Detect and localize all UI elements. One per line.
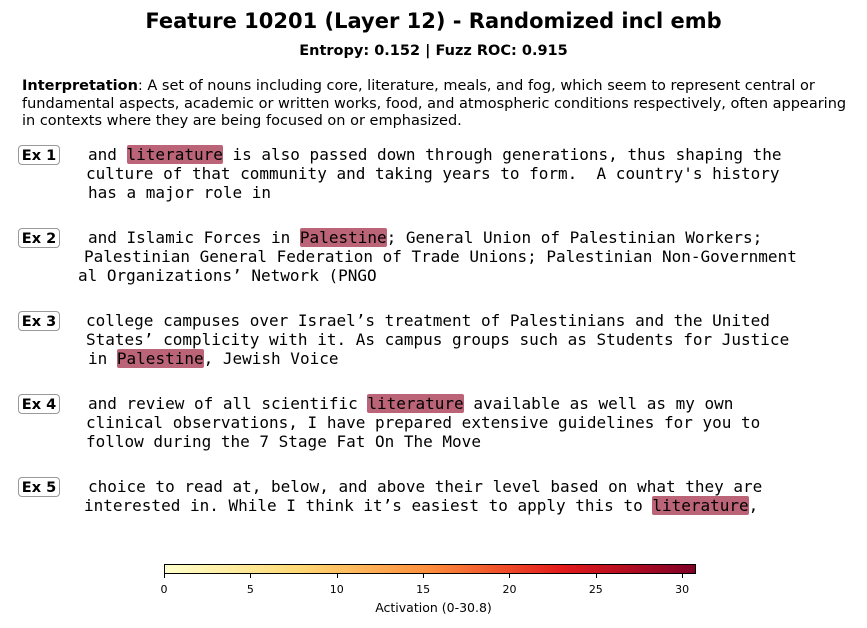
text-segment: Palestinian General Federation of Trade Unions; Palestinian Non-Government bbox=[84, 247, 797, 266]
colorbar-tick bbox=[596, 574, 597, 578]
interpretation-label: Interpretation bbox=[22, 78, 138, 94]
example-text-line bbox=[88, 394, 733, 413]
interpretation-text: : A set of nouns including core, literature, meals, and fog, which seem to represent central or fundamental aspects, academic or written works, food, and atmospheric conditions respectively, often appearing in contexts where they are being focused on or emphasized. bbox=[22, 78, 847, 129]
text-segment: follow during the 7 Stage Fat On The Move bbox=[86, 432, 481, 451]
text-segment: interested in. While I think it’s easiest to apply this to bbox=[84, 496, 653, 515]
highlighted-token: Palestine bbox=[116, 349, 204, 368]
text-segment: is also passed down through generations, thus shaping the bbox=[222, 145, 782, 164]
text-segment: and bbox=[88, 145, 127, 164]
colorbar-tick bbox=[250, 574, 251, 578]
example-text-line bbox=[78, 266, 377, 285]
colorbar-tick bbox=[337, 574, 338, 578]
text-segment: States’ complicity with it. As campus groups such as Students for Justice bbox=[86, 330, 790, 349]
colorbar-tick-label: 20 bbox=[502, 583, 517, 596]
colorbar-tick-label: 10 bbox=[329, 583, 344, 596]
colorbar-label: Activation (0-30.8) bbox=[375, 600, 492, 615]
page-title: Feature 10201 (Layer 12) - Randomized incl emb bbox=[145, 9, 722, 33]
text-segment: college campuses over Israel’s treatment of Palestinians and the United bbox=[86, 311, 770, 330]
example-text-line bbox=[86, 432, 481, 451]
highlighted-token: literature bbox=[367, 394, 464, 413]
text-segment: ; General Union of Palestinian Workers; bbox=[386, 228, 763, 247]
example-label: Ex 4 bbox=[18, 394, 60, 414]
colorbar-tick-label: 5 bbox=[246, 583, 254, 596]
colorbar-tick-label: 30 bbox=[675, 583, 690, 596]
text-segment: clinical observations, I have prepared extensive guidelines for you to bbox=[86, 413, 761, 432]
example-text-line bbox=[88, 183, 271, 202]
interpretation bbox=[22, 78, 862, 131]
text-segment: , Jewish Voice bbox=[203, 349, 339, 368]
example-label: Ex 5 bbox=[18, 477, 60, 497]
text-segment: al Organizations’ Network (PNGO bbox=[78, 266, 377, 285]
colorbar-tick bbox=[682, 574, 683, 578]
activation-colorbar bbox=[164, 564, 696, 574]
text-segment: in bbox=[88, 349, 117, 368]
colorbar-tick bbox=[164, 574, 165, 578]
example-text-line bbox=[84, 247, 797, 266]
example-text-line bbox=[86, 330, 789, 349]
highlighted-token: Palestine bbox=[299, 228, 387, 247]
example-text-line bbox=[88, 145, 782, 164]
example-text-line bbox=[88, 349, 338, 368]
text-segment: , bbox=[748, 496, 759, 515]
colorbar-tick bbox=[509, 574, 510, 578]
example-label: Ex 3 bbox=[18, 311, 60, 331]
colorbar-tick bbox=[423, 574, 424, 578]
page-subtitle: Entropy: 0.152 | Fuzz ROC: 0.915 bbox=[299, 43, 568, 59]
highlighted-token: literature bbox=[126, 145, 223, 164]
text-segment: culture of that community and taking years to form. A country's history bbox=[86, 164, 780, 183]
colorbar-tick-label: 15 bbox=[416, 583, 431, 596]
text-segment: and review of all scientific bbox=[88, 394, 368, 413]
example-text-line bbox=[86, 413, 760, 432]
highlighted-token: literature bbox=[652, 496, 749, 515]
example-text-line bbox=[88, 228, 762, 247]
example-text-line bbox=[84, 496, 758, 515]
example-text-line bbox=[86, 311, 770, 330]
colorbar-tick-label: 0 bbox=[160, 583, 168, 596]
example-text-line bbox=[86, 164, 780, 183]
text-segment: has a major role in bbox=[88, 183, 272, 202]
text-segment: choice to read at, below, and above their level based on what they are bbox=[88, 477, 763, 496]
example-label: Ex 2 bbox=[18, 228, 60, 248]
text-segment: and Islamic Forces in bbox=[88, 228, 300, 247]
example-label: Ex 1 bbox=[18, 145, 60, 165]
example-text-line bbox=[88, 477, 762, 496]
text-segment: available as well as my own bbox=[463, 394, 734, 413]
colorbar-tick-label: 25 bbox=[588, 583, 603, 596]
